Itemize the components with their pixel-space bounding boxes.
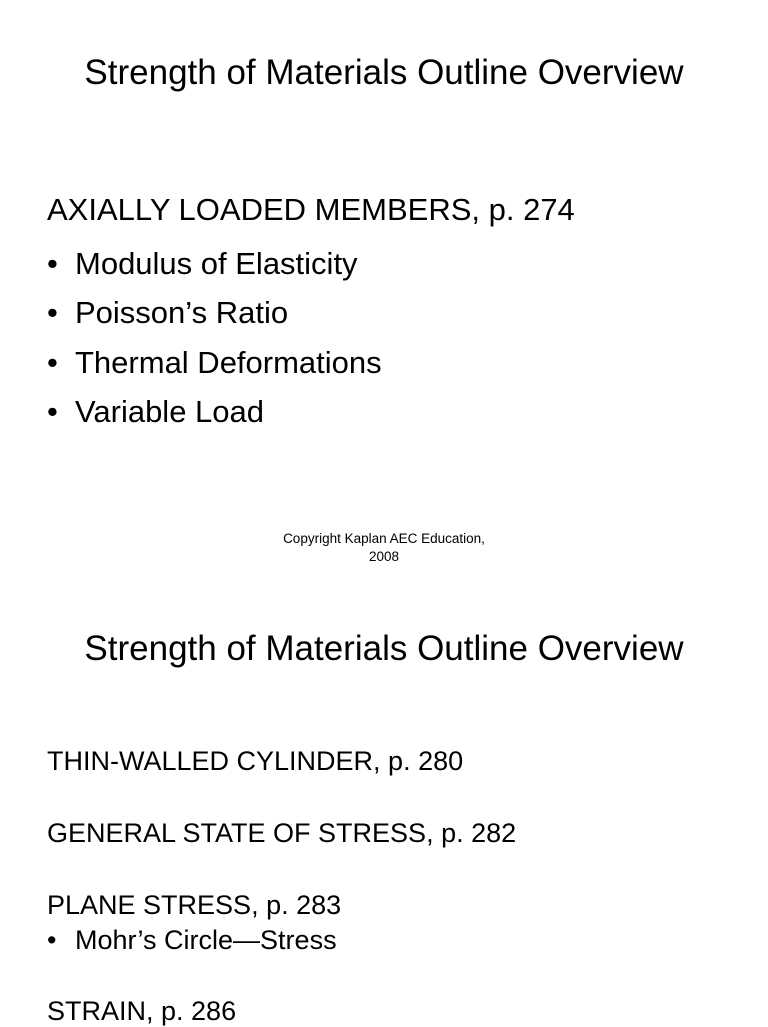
- list-item: [47, 338, 382, 387]
- list-item: [47, 288, 382, 337]
- list-item-label: Variable Load: [75, 393, 265, 429]
- plane-stress-list: [47, 924, 337, 956]
- bullet-icon: •: [47, 925, 57, 955]
- copyright-line-2: 2008: [368, 549, 400, 564]
- bullet-icon: •: [47, 393, 58, 429]
- list-item: [47, 924, 337, 956]
- slide-title: Strength of Materials Outline Overview: [84, 53, 684, 92]
- bullet-icon: •: [47, 295, 58, 331]
- list-item: [47, 239, 382, 288]
- topic-list: [47, 239, 382, 436]
- copyright-line-1: Copyright Kaplan AEC Education,: [283, 531, 485, 546]
- list-item-label: Thermal Deformations: [75, 344, 382, 380]
- slide-title: Strength of Materials Outline Overview: [84, 629, 684, 668]
- copyright-footer: [0, 530, 768, 566]
- list-item-label: Mohr’s Circle—: [75, 925, 261, 955]
- list-item: [47, 387, 382, 436]
- bullet-icon: •: [47, 246, 58, 281]
- section-heading-thin-walled-cylinder: THIN-WALLED CYLINDER, p. 280: [47, 746, 464, 776]
- section-heading-strain: STRAIN, p. 286: [47, 996, 237, 1026]
- list-item-label: Modulus of Elasticity: [75, 246, 358, 281]
- section-heading-axially-loaded-members: AXIALLY LOADED MEMBERS, p. 274: [47, 192, 575, 227]
- section-heading-general-state-of-stress: GENERAL STATE OF STRESS, p. 282: [47, 818, 517, 848]
- list-item-suffix: Stress: [260, 925, 337, 955]
- list-item-label: Poisson’s Ratio: [75, 295, 289, 331]
- bullet-icon: •: [47, 344, 58, 380]
- slide-2: [0, 590, 768, 1024]
- section-heading-plane-stress: PLANE STRESS, p. 283: [47, 890, 342, 920]
